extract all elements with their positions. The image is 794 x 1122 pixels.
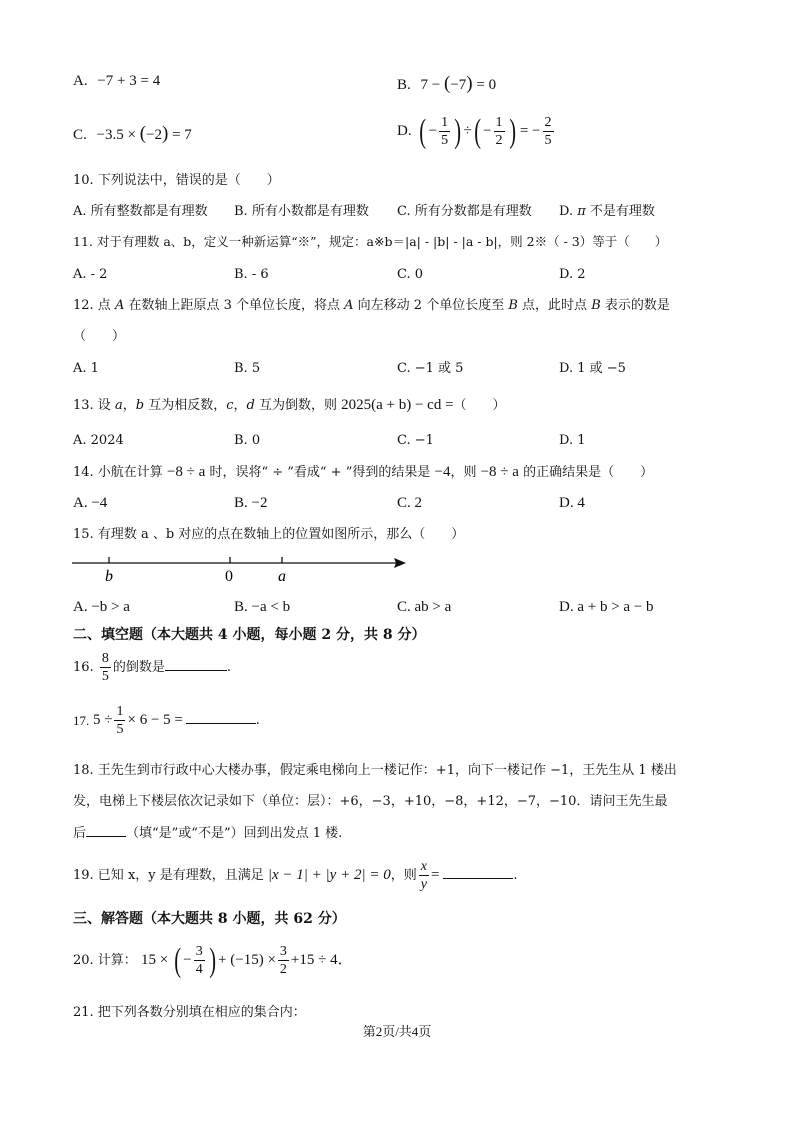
fraction: $\frac{x}{y}$ [420, 859, 427, 892]
q11-option-d: D. 2 [559, 267, 586, 282]
q15-option-d: D. a + b > a − b [559, 599, 654, 615]
option-label: C. [73, 127, 87, 143]
q13-stem: 13. 设 a，b 互为相反数，c，d 互为倒数，则 2025(a + b) − cd =（ ） [73, 397, 506, 413]
fraction: $\frac{1}{5}$ [441, 115, 449, 148]
q18-line-3: 后 （填“是”或“不是”）回到出发点 1 楼. [73, 826, 343, 841]
fraction: $\frac{3}{2}$ [279, 944, 287, 977]
q9-option-b: B. 7 − (−7) = 0 [397, 73, 497, 94]
fraction: $\frac{8}{5}$ [101, 651, 109, 684]
q18-line-1: 18. 王先生到市行政中心大楼办事，假定乘电梯向上一楼记作：+1，向下一楼记作 −1，王先生从 1 楼出 [73, 763, 677, 778]
fraction: $\frac{2}{5}$ [544, 115, 552, 148]
minus-sign: − [428, 123, 438, 139]
q10-option-d: D. π 不是有理数 [559, 204, 655, 219]
q14-option-a: A. −4 [73, 495, 108, 511]
q13-option-d: D. 1 [559, 433, 586, 448]
answer-blank [165, 658, 227, 671]
q18-line-2: 发，电梯上下楼层依次记录如下（单位：层）：+6，−3，+10，−8，+12，−7，−10．请问王先生最 [73, 794, 668, 809]
q9-option-c: C. −3.5 × (−2) = 7 [73, 123, 192, 144]
expression: −7 + 3 = 4 [97, 73, 161, 89]
q15-option-a: A. −b > a [73, 599, 130, 615]
q17: 17. 5 ÷ $\frac{1}{5}$ × 6 − 5 = . [73, 704, 260, 737]
q16: 16. $\frac{8}{5}$ 的倒数是 . [73, 651, 231, 684]
expression-part: −2 [146, 127, 162, 143]
q12-option-d: D. 1 或 −5 [559, 361, 626, 376]
expression-part: = 7 [168, 127, 192, 143]
q11-option-c: C. 0 [397, 267, 424, 282]
divide-sign: ÷ [463, 123, 472, 139]
equals-sign: = − [519, 123, 541, 139]
q10-option-a: A. 所有整数都是有理数 [73, 204, 208, 219]
section-heading-solve: 三、解答题（本大题共 8 小题，共 62 分） [73, 911, 346, 927]
axis-label-b: b [105, 568, 113, 585]
answer-blank [86, 824, 126, 837]
expression: 2025(a + b) − cd = [341, 397, 454, 413]
q12-stem: 12. 点 A 在数轴上距原点 3 个单位长度，将点 A 向左移动 2 个单位长度至 B 点，此时点 B 表示的数是 [73, 298, 670, 313]
number-line-diagram [68, 551, 413, 587]
answer-blank [186, 711, 256, 724]
q10-option-b: B. 所有小数都是有理数 [234, 204, 369, 219]
pi-symbol: π [577, 204, 586, 219]
q21-stem: 21. 把下列各数分别填在相应的集合内： [73, 1005, 306, 1020]
q14-stem: 14. 小航在计算 −8 ÷ a 时，误将“ ÷ ”看成“ + ”得到的结果是 −4，则 −8 ÷ a 的正确结果是（ ） [73, 464, 654, 480]
q13-option-b: B. 0 [234, 433, 261, 448]
q10-option-c: C. 所有分数都是有理数 [397, 204, 532, 219]
expression-part: −3.5 × [96, 127, 140, 143]
expression-part: −7 [450, 77, 467, 93]
q12-option-b: B. 5 [234, 361, 261, 376]
option-label: D. [397, 123, 412, 139]
q11-stem: 11. 对于有理数 a、b，定义一种新运算“※”，规定：a※b＝|a| - |b| - |a - b|，则 2※（ - 3）等于（ ） [73, 234, 668, 249]
fraction: $\frac{3}{4}$ [195, 944, 203, 977]
q15-option-c: C. ab > a [397, 599, 452, 615]
option-label: A. [73, 73, 88, 89]
option-label: B. [397, 77, 411, 93]
q13-option-c: C. −1 [397, 433, 434, 448]
q9-option-a [73, 74, 160, 89]
minus-sign: − [483, 123, 492, 139]
q11-option-b: B. - 6 [234, 267, 269, 282]
q15-stem: 15. 有理数 a 、b 对应的点在数轴上的位置如图所示，那么（ ） [73, 527, 465, 542]
page-footer: 第2页/共4页 [362, 1024, 432, 1039]
expression: −8 ÷ a [480, 464, 519, 480]
axis-label-zero: 0 [225, 568, 233, 585]
q14-option-d: D. 4 [559, 495, 585, 511]
q19: 19. 已知 x，y 是有理数，且满足 |x − 1| + |y + 2| = 0，则 $\frac{x}{y}$ = . [73, 859, 518, 892]
expression-part: = 0 [472, 77, 497, 93]
q14-option-b: B. −2 [234, 495, 268, 511]
expression: |x − 1| + |y + 2| = 0 [267, 867, 391, 883]
section-heading-fill-in: 二、填空题（本大题共 4 小题，每小题 2 分，共 8 分） [73, 627, 426, 643]
fraction: $\frac{1}{2}$ [495, 115, 503, 148]
q12-answer-paren: （ ） [73, 329, 126, 344]
q12-option-c: C. −1 或 5 [397, 361, 464, 376]
axis-label-a: a [278, 568, 286, 585]
q13-option-a: A. 2024 [73, 433, 124, 448]
q12-option-a: A. 1 [73, 361, 99, 376]
q14-option-c: C. 2 [397, 495, 423, 511]
q9-option-d: D. ( − $\frac{1}{5}$ ) ÷( − $\frac{1}{2}$ ) = − $\frac{2}{5}$ [397, 112, 552, 150]
q11-option-a: A. - 2 [73, 267, 108, 282]
answer-blank [443, 866, 513, 879]
expression: −8 ÷ a [166, 464, 206, 480]
q20: 20. 计算： 15 × ( − $\frac{3}{4}$ ) + (−15) × $\frac{3}{2}$ +15 ÷ 4． [73, 941, 353, 979]
q10-stem: 10. 下列说法中，错误的是（ ） [73, 173, 280, 188]
expression-part: 7 − [420, 77, 444, 93]
fraction: $\frac{1}{5}$ [116, 704, 124, 737]
q15-option-b: B. −a < b [234, 599, 291, 615]
